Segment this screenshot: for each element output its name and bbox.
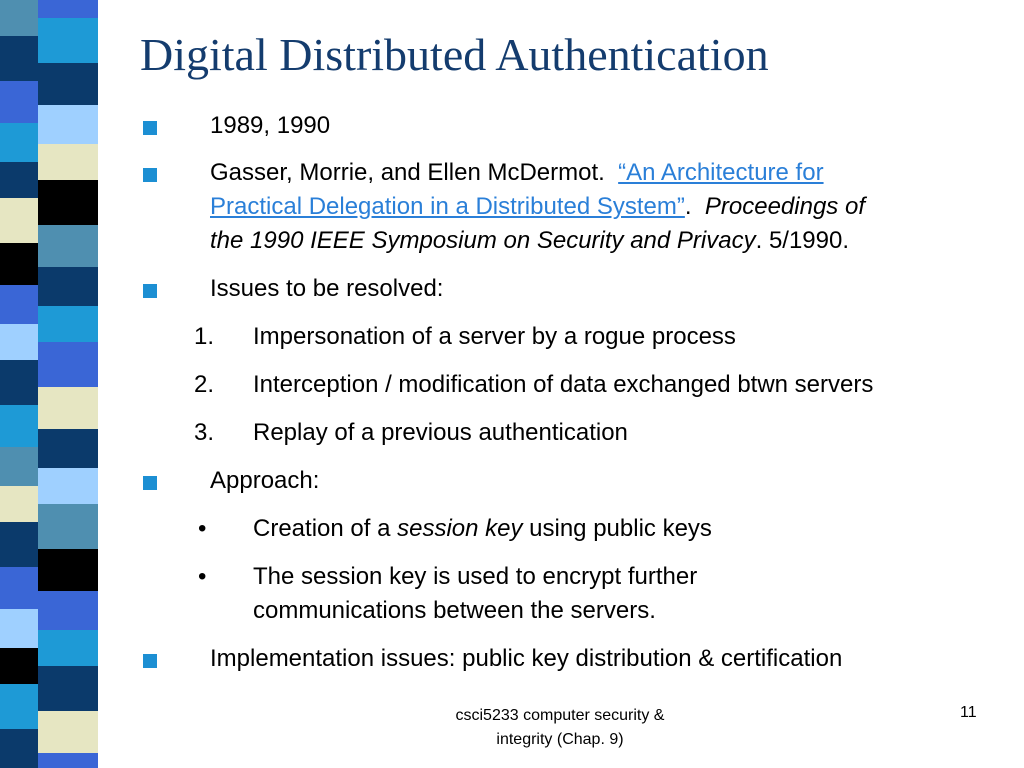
strip-block	[38, 429, 98, 468]
strip-block	[0, 162, 38, 198]
approach-text: using public keys	[522, 515, 712, 542]
dot-bullet-icon: •	[198, 515, 207, 542]
strip-block	[38, 630, 98, 666]
decorative-color-strip	[0, 0, 140, 768]
strip-block	[0, 648, 38, 684]
approach-text: Creation of a	[253, 515, 398, 542]
strip-block	[0, 522, 38, 567]
strip-right-column	[38, 0, 98, 768]
proceedings-text: Proceedings of	[704, 193, 865, 220]
footer-course-line1: csci5233 computer security &	[455, 707, 665, 724]
strip-block	[38, 387, 98, 429]
approach-emphasis: session key	[397, 515, 523, 542]
citation-line-1	[210, 156, 824, 190]
issue-number: 2.	[194, 371, 215, 398]
square-bullet-icon	[143, 654, 157, 668]
strip-block	[0, 324, 38, 360]
strip-block	[38, 63, 98, 105]
citation-line-2	[210, 190, 865, 224]
strip-block	[38, 267, 98, 306]
strip-block	[0, 486, 38, 522]
strip-block	[38, 711, 98, 753]
issue-item: Impersonation of a server by a rogue process	[253, 323, 736, 350]
citation-date: . 5/1990.	[755, 227, 850, 254]
strip-block	[0, 81, 38, 123]
paper-title-link-cont[interactable]: Practical Delegation in a Distributed System”	[210, 193, 685, 220]
issue-item: Interception / modification of data exchanged btwn servers	[253, 371, 874, 398]
strip-block	[38, 591, 98, 630]
strip-block	[0, 567, 38, 609]
strip-block	[38, 180, 98, 225]
approach-item-cont: communications between the servers.	[253, 597, 656, 624]
slide-title: Digital Distributed Authentication	[140, 29, 769, 80]
strip-block	[0, 360, 38, 405]
strip-block	[0, 198, 38, 243]
approach-item	[253, 512, 712, 546]
strip-block	[0, 285, 38, 324]
citation-authors: Gasser, Morrie, and Ellen McDermot.	[210, 159, 605, 186]
square-bullet-icon	[143, 284, 157, 298]
square-bullet-icon	[143, 476, 157, 490]
strip-block	[0, 729, 38, 768]
strip-block	[0, 447, 38, 486]
paper-title-link[interactable]: “An Architecture for	[618, 159, 824, 186]
strip-block	[0, 684, 38, 729]
bullet-approach-heading: Approach:	[210, 467, 320, 494]
strip-block	[0, 0, 38, 36]
strip-block	[38, 306, 98, 342]
strip-block	[38, 342, 98, 387]
square-bullet-icon	[143, 168, 157, 182]
bullet-issues-heading: Issues to be resolved:	[210, 275, 444, 302]
issue-number: 1.	[194, 323, 215, 350]
strip-block	[0, 123, 38, 162]
strip-block	[38, 225, 98, 267]
square-bullet-icon	[143, 121, 157, 135]
strip-block	[38, 504, 98, 549]
strip-block	[38, 18, 98, 63]
strip-block	[38, 0, 98, 18]
issue-item: Replay of a previous authentication	[253, 419, 628, 446]
citation-line-3	[210, 224, 849, 258]
bullet-implementation: Implementation issues: public key distribution & certification	[210, 645, 843, 672]
page-number: 11	[960, 704, 977, 721]
strip-block	[38, 549, 98, 591]
strip-block	[38, 468, 98, 504]
strip-block	[0, 243, 38, 285]
bullet-years: 1989, 1990	[210, 112, 331, 139]
dot-bullet-icon: •	[198, 563, 207, 590]
footer-course-line2: integrity (Chap. 9)	[496, 731, 624, 748]
slide-footer	[400, 704, 720, 752]
strip-block	[0, 609, 38, 648]
strip-block	[0, 36, 38, 81]
issue-number: 3.	[194, 419, 215, 446]
strip-left-column	[0, 0, 38, 768]
strip-block	[0, 405, 38, 447]
strip-block	[38, 144, 98, 180]
strip-block	[38, 753, 98, 768]
citation-period: .	[684, 193, 692, 220]
proceedings-text-cont: the 1990 IEEE Symposium on Security and Privacy	[210, 227, 756, 254]
approach-item: The session key is used to encrypt further	[253, 563, 698, 590]
strip-block	[38, 666, 98, 711]
strip-block	[38, 105, 98, 144]
